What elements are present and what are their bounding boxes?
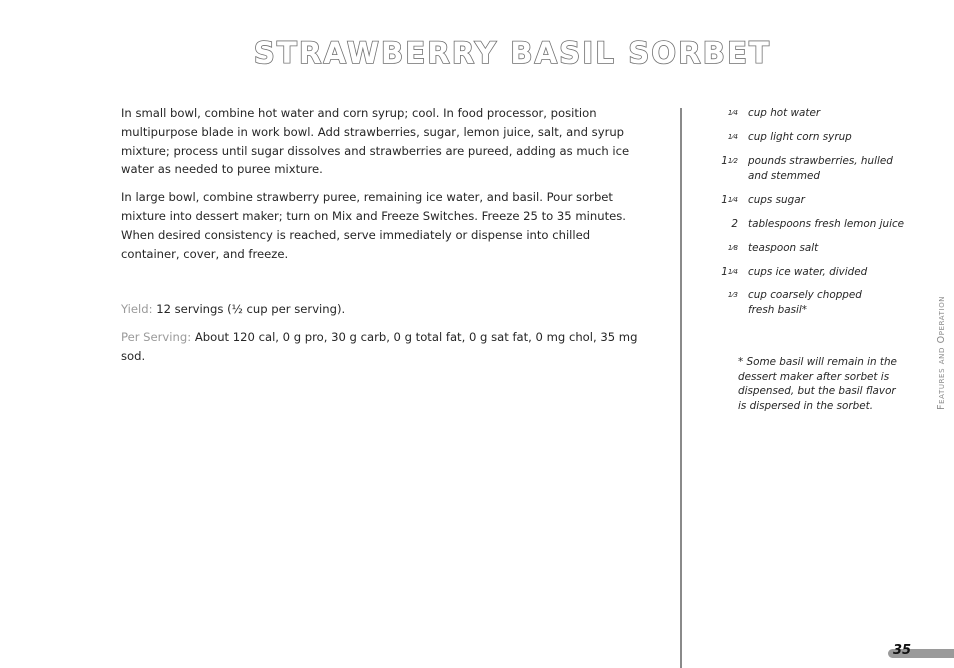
- ingredient-item: [708, 106, 918, 121]
- ingredient-description: cup coarsely chopped fresh basil*: [748, 289, 862, 317]
- ingredient-item: [708, 217, 918, 232]
- footnote: * Some basil will remain in the dessert maker after sorbet is dispensed, but the basil flavor is dispersed in the sorbet.: [738, 356, 897, 412]
- directions: [121, 104, 641, 272]
- ingredient-description: cup hot water: [748, 107, 821, 119]
- directions-paragraph: In large bowl, combine strawberry puree, remaining ice water, and basil. Pour sorbet mixture into dessert maker; turn on Mix and Freeze Switches. Freeze 25 to 35 minutes. When desired consistency is reached, serve immediately or dispense into chilled container, cover, and freeze.: [121, 190, 626, 261]
- ingredient-quantity-fraction: 1⁄4: [727, 195, 738, 204]
- page-number: 35: [893, 643, 912, 658]
- yield-line: [121, 300, 641, 319]
- ingredient-quantity-whole: 1: [721, 193, 728, 206]
- ingredient-description: tablespoons fresh lemon juice: [748, 217, 905, 230]
- ingredient-quantity: [708, 193, 748, 208]
- ingredient-list: [708, 106, 918, 327]
- ingredient-quantity: [708, 241, 748, 256]
- ingredient-item: [708, 193, 918, 208]
- yield-label: Yield:: [121, 302, 153, 316]
- ingredient-quantity-whole: 1: [721, 265, 728, 278]
- ingredient-item: [708, 241, 918, 256]
- ingredient-quantity-whole: 2: [731, 217, 738, 230]
- ingredient-item: [708, 288, 918, 317]
- ingredient-quantity: [708, 154, 748, 169]
- ingredient-quantity: [708, 288, 748, 303]
- ingredient-quantity: [708, 106, 748, 121]
- directions-paragraph: In small bowl, combine hot water and corn syrup; cool. In food processor, position multipurpose blade in work bowl. Add strawberries, sugar, lemon juice, salt, and syrup mixture; process until sugar dissolves and strawberries are pureed, adding as much ice water as needed to puree mixture.: [121, 106, 630, 177]
- ingredient-description: cup light corn syrup: [748, 130, 852, 143]
- ingredient-item: [708, 265, 918, 280]
- ingredient-quantity-fraction: 1⁄3: [727, 291, 738, 300]
- ingredient-quantity: [708, 130, 748, 145]
- ingredient-quantity: [708, 265, 748, 280]
- column-divider: [680, 108, 682, 668]
- section-side-label: Features and Operation: [936, 295, 947, 410]
- ingredient-quantity-fraction: 1⁄4: [727, 132, 738, 141]
- per-serving-value: About 120 cal, 0 g pro, 30 g carb, 0 g total fat, 0 g sat fat, 0 mg chol, 35 mg sod.: [121, 330, 638, 363]
- ingredient-quantity-whole: 1: [721, 154, 728, 167]
- ingredient-description: cups sugar: [748, 193, 805, 206]
- ingredient-quantity-fraction: 1⁄8: [727, 243, 738, 252]
- ingredient-item: [708, 154, 918, 183]
- per-serving-label: Per Serving:: [121, 330, 192, 344]
- ingredient-item: [708, 130, 918, 145]
- ingredient-quantity-fraction: 1⁄4: [727, 267, 738, 276]
- ingredient-quantity: [708, 217, 748, 232]
- ingredient-quantity-fraction: 1⁄2: [727, 156, 738, 165]
- per-serving-line: [121, 328, 641, 366]
- ingredient-quantity-fraction: 1⁄4: [727, 109, 738, 117]
- yield-value: 12 servings (½ cup per serving).: [156, 302, 346, 316]
- page-title: STRAWBERRY BASIL SORBET: [253, 36, 772, 70]
- ingredient-description: teaspoon salt: [748, 241, 819, 254]
- ingredient-description: pounds strawberries, hulled and stemmed: [748, 154, 893, 182]
- ingredient-description: cups ice water, divided: [748, 265, 868, 278]
